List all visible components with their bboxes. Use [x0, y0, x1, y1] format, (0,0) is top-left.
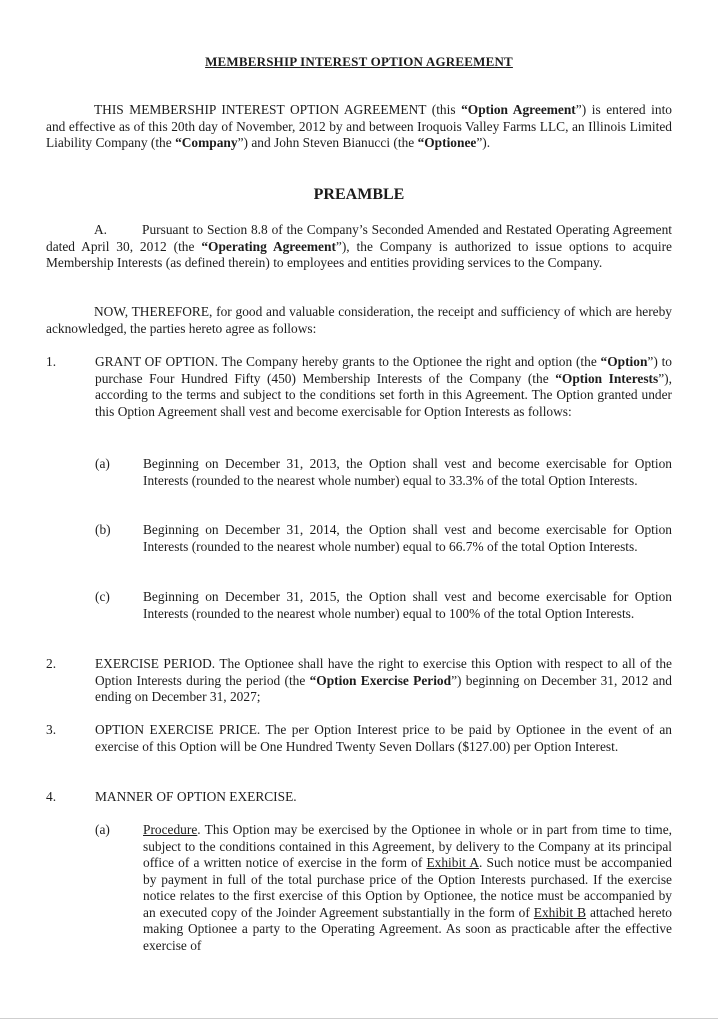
section-2-text-2: ”) beginning on December 31, 2012 and ending on December 31, 2027;: [95, 672, 672, 704]
intro-text-1: THIS MEMBERSHIP INTEREST OPTION AGREEMENT (this: [94, 102, 462, 117]
section-1b-text: Beginning on December 31, 2014, the Option shall vest and become exercisable for Option Interests (rounded to the nearest whole number) equal to 66.7% of the total Option Interests.: [143, 522, 672, 554]
section-1a-text: Beginning on December 31, 2013, the Option shall vest and become exercisable for Option Interests (rounded to the nearest whole number) equal to 33.3% of the total Option Interests.: [143, 456, 672, 488]
section-1c-label: (c): [95, 589, 110, 604]
document-title: MEMBERSHIP INTEREST OPTION AGREEMENT: [205, 54, 513, 69]
intro-text-4: ”).: [476, 135, 491, 150]
defined-term-optionee: “Optionee: [417, 135, 477, 150]
intro-text-3: ”) and John Steven Bianucci (the: [237, 135, 418, 150]
section-1c-text: Beginning on December 31, 2015, the Option shall vest and become exercisable for Option Interests (rounded to the nearest whole number) equal to 100% of the total Option Interests.: [143, 589, 672, 621]
section-1b-label: (b): [95, 522, 111, 537]
section-4a-text-2: . Such notice must be accompanied by payment in full of the total purchase price of the Option Interests purchased. If the exercise notice relates to the first exercise of this Option by Optionee, the notice must be accompanied by an executed copy of the Joinder Agreement substantially in the form of: [143, 855, 672, 920]
procedure-heading: Procedure: [143, 822, 198, 837]
section-3-text: OPTION EXERCISE PRICE. The per Option Interest price to be paid by Optionee in the event of an exercise of this Option will be One Hundred Twenty Seven Dollars ($127.00) per Option Interest.: [95, 722, 672, 754]
defined-term-option: “Option: [600, 354, 648, 369]
section-3-number: 3.: [46, 722, 57, 737]
preamble-a-text-2: ”), the Company is authorized to issue options to acquire Membership Interests (as defined therein) to employees and entities providing services to the Company.: [46, 238, 672, 270]
section-1-text-1: GRANT OF OPTION. The Company hereby grants to the Optionee the right and option (the: [95, 354, 601, 369]
section-1-text: [95, 354, 672, 420]
defined-term-company: “Company: [175, 135, 238, 150]
section-4a-text-3: attached hereto making Optionee a party to the Operating Agreement. As soon as practicable after the effective exercise of: [143, 904, 672, 953]
section-4a-label: (a): [95, 822, 110, 837]
section-1-text-3: ”), according to the terms and subject to the conditions set forth in this Agreement. The Option granted under this Option Agreement shall vest and become exercisable for Option Interests as follows:: [95, 370, 672, 419]
section-4a-text-1: . This Option may be exercised by the Optionee in whole or in part from time to time, subject to the conditions contained in this Agreement, by delivery to the Company at its principal office of a written notice of exercise in the form of: [143, 822, 672, 870]
section-2-text-1: EXERCISE PERIOD. The Optionee shall have the right to exercise this Option with respect to all of the Option Interests during the period (the: [95, 656, 672, 688]
preamble-a-text-1: Pursuant to Section 8.8 of the Company’s Seconded Amended and Restated Operating Agreement dated April 30, 2012 (the: [46, 222, 672, 254]
defined-term-operating-agreement: “Operating Agreement: [201, 238, 336, 254]
defined-term-option-exercise-period: “Option Exercise Period: [309, 672, 452, 688]
section-1-text-2: ”) to purchase Four Hundred Fifty (450) Membership Interests of the Company (the: [95, 354, 672, 386]
exhibit-a-reference: Exhibit A: [426, 855, 480, 870]
section-4-number: 4.: [46, 789, 57, 804]
preamble-a-label: A.: [94, 222, 108, 237]
intro-paragraph: [46, 102, 672, 152]
page-bottom-edge: [0, 1018, 718, 1019]
defined-term-option-interests: “Option Interests: [555, 370, 659, 386]
section-4-heading: MANNER OF OPTION EXERCISE.: [95, 789, 297, 804]
section-2-number: 2.: [46, 656, 57, 671]
section-1-number: 1.: [46, 354, 57, 369]
now-therefore-paragraph: NOW, THEREFORE, for good and valuable consideration, the receipt and sufficiency of which are hereby acknowledged, the parties hereto agree as follows:: [46, 304, 672, 336]
defined-term-option-agreement: “Option Agreement: [461, 102, 576, 117]
section-1a-label: (a): [95, 456, 110, 471]
section-4a-text: [143, 822, 672, 954]
section-2-text: [95, 656, 672, 706]
preamble-heading: PREAMBLE: [313, 186, 405, 203]
intro-text-2: ”) is entered into and effective as of this 20th day of November, 2012 by and between Iroquois Valley Farms LLC, an Illinois Limited Liability Company (the: [46, 102, 672, 150]
exhibit-b-reference: Exhibit B: [533, 904, 587, 920]
preamble-paragraph-a: [46, 222, 672, 272]
